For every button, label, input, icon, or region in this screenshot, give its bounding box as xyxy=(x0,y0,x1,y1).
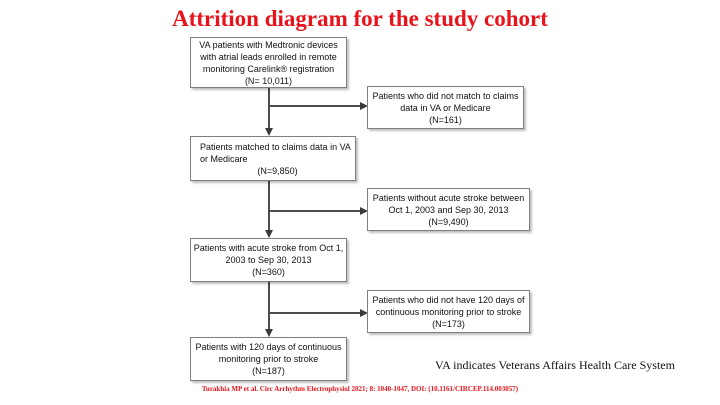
box-matched-line-2: or Medicare xyxy=(200,153,248,164)
box-matched-line-1: Patients matched to claims data in VA xyxy=(200,141,351,152)
box-acute-stroke xyxy=(190,238,347,282)
box-stroke-line-1: Patients with acute stroke from Oct 1, xyxy=(193,243,344,253)
box-matched-count: (N=9,850) xyxy=(257,165,298,176)
arrow-down-1 xyxy=(265,128,273,136)
box-continuous-monitoring xyxy=(190,337,347,381)
box-insufficient-line-2: continuous monitoring prior to stroke xyxy=(375,306,522,317)
box-matched-patients xyxy=(190,136,356,181)
citation: Turakhia MP et al. Circ Arrhythm Electrophysiol 2021; 8: 1040-1047, DOI: (10.1161/CIRCEP.114.003057) xyxy=(201,385,519,393)
box-enrolled-line-2: with atrial leads enrolled in remote xyxy=(200,51,337,62)
connector-main-2 xyxy=(268,180,270,232)
box-nomatch-line-2: data in VA or Medicare xyxy=(400,102,491,113)
box-nostroke-line-2: Oct 1, 2003 and Sep 30, 2013 xyxy=(388,204,509,215)
box-enrolled-line-1: VA patients with Medtronic devices xyxy=(199,39,338,50)
box-nomatch-count: (N=161) xyxy=(429,114,462,125)
box-nomatch-line-1: Patients who did not match to claims xyxy=(372,90,519,101)
box-nostroke-count: (N=9,490) xyxy=(428,216,469,227)
box-stroke-line-2: 2003 to Sep 30, 2013 xyxy=(225,255,312,265)
connector-branch-2 xyxy=(269,210,361,212)
connector-main-3 xyxy=(268,281,270,331)
box-excluded-insufficient-monitoring xyxy=(367,290,530,333)
connector-main-1 xyxy=(268,87,270,130)
arrow-down-3 xyxy=(265,329,273,337)
diagram-title: Attrition diagram for the study cohort xyxy=(172,6,548,31)
box-enrolled-count: (N= 10,011) xyxy=(244,75,293,86)
box-monitoring-count: (N=187) xyxy=(252,366,285,376)
connector-branch-3 xyxy=(269,312,361,314)
box-nostroke-line-1: Patients without acute stroke between xyxy=(372,192,525,203)
box-monitoring-line-1: Patients with 120 days of continuous xyxy=(195,342,342,352)
box-monitoring-line-2: monitoring prior to stroke xyxy=(218,354,319,364)
connector-branch-1 xyxy=(269,105,361,107)
arrow-down-2 xyxy=(265,230,273,238)
box-enrolled-patients xyxy=(190,37,347,88)
box-enrolled-line-3: monitoring Carelink® registration xyxy=(202,63,335,74)
box-insufficient-line-1: Patients who did not have 120 days of xyxy=(372,294,525,305)
box-excluded-no-stroke xyxy=(367,188,530,231)
box-excluded-no-match xyxy=(367,86,524,129)
box-insufficient-count: (N=173) xyxy=(432,318,465,329)
abbreviation-note: VA indicates Veterans Affairs Health Care System xyxy=(435,358,675,372)
box-stroke-count: (N=360) xyxy=(252,267,285,277)
